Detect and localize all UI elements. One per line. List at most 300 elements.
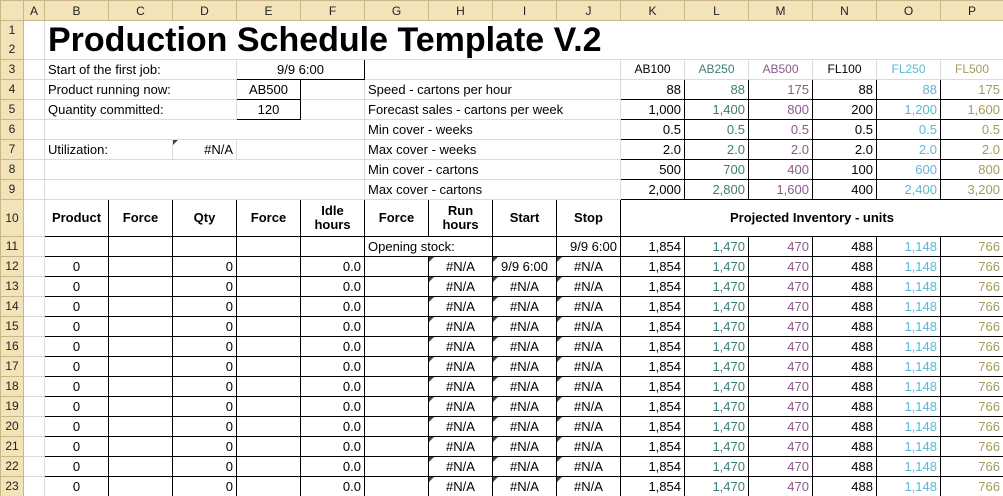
col-header-f[interactable]: F	[301, 1, 365, 21]
cell[interactable]	[493, 237, 557, 257]
param-value[interactable]: 600	[877, 160, 941, 180]
param-value[interactable]: 88	[877, 80, 941, 100]
opening-stock-value[interactable]: 1,470	[685, 237, 749, 257]
param-value[interactable]: 2.0	[813, 140, 877, 160]
inventory-cell[interactable]: 1,470	[685, 377, 749, 397]
start-cell[interactable]: #N/A	[493, 477, 557, 496]
cell[interactable]	[301, 237, 365, 257]
cell[interactable]	[24, 317, 45, 337]
col-header-o[interactable]: O	[877, 1, 941, 21]
product-cell[interactable]: 0	[45, 417, 109, 437]
force-cell[interactable]	[109, 457, 173, 477]
cell[interactable]	[24, 200, 45, 237]
run-hours-cell[interactable]: #N/A	[429, 477, 493, 496]
start-cell[interactable]: 9/9 6:00	[493, 257, 557, 277]
inventory-cell[interactable]: 1,854	[621, 257, 685, 277]
row-header[interactable]: 4	[1, 80, 24, 100]
inventory-cell[interactable]: 1,148	[877, 397, 941, 417]
opening-stock-value[interactable]: 470	[749, 237, 813, 257]
inventory-cell[interactable]: 1,470	[685, 457, 749, 477]
inventory-cell[interactable]: 1,148	[877, 297, 941, 317]
idle-hours-cell[interactable]: 0.0	[301, 337, 365, 357]
param-value[interactable]: 2.0	[621, 140, 685, 160]
inventory-cell[interactable]: 488	[813, 417, 877, 437]
param-value[interactable]: 0.5	[685, 120, 749, 140]
inventory-cell[interactable]: 488	[813, 477, 877, 496]
inventory-cell[interactable]: 766	[941, 277, 1003, 297]
cell[interactable]	[24, 237, 45, 257]
qty-cell[interactable]: 0	[173, 477, 237, 496]
inventory-cell[interactable]: 1,854	[621, 297, 685, 317]
inventory-cell[interactable]: 1,854	[621, 457, 685, 477]
inventory-cell[interactable]: 1,854	[621, 277, 685, 297]
col-header-g[interactable]: G	[365, 1, 429, 21]
force-cell[interactable]	[109, 317, 173, 337]
run-hours-cell[interactable]: #N/A	[429, 317, 493, 337]
select-all-corner[interactable]	[1, 1, 24, 21]
row-header[interactable]: 13	[1, 277, 24, 297]
force-cell[interactable]	[237, 477, 301, 496]
row-header[interactable]: 23	[1, 477, 24, 496]
row-header[interactable]: 7	[1, 140, 24, 160]
qty-cell[interactable]: 0	[173, 277, 237, 297]
opening-stock-value[interactable]: 1,854	[621, 237, 685, 257]
start-cell[interactable]: #N/A	[493, 377, 557, 397]
idle-hours-cell[interactable]: 0.0	[301, 437, 365, 457]
param-value[interactable]: 400	[813, 180, 877, 200]
inventory-cell[interactable]: 1,470	[685, 417, 749, 437]
param-value[interactable]: 1,600	[941, 100, 1003, 120]
row-header[interactable]: 21	[1, 437, 24, 457]
qty-cell[interactable]: 0	[173, 457, 237, 477]
force-cell[interactable]	[237, 457, 301, 477]
col-header-j[interactable]: J	[557, 1, 621, 21]
run-hours-cell[interactable]: #N/A	[429, 357, 493, 377]
param-value[interactable]: 2.0	[685, 140, 749, 160]
stop-cell[interactable]: #N/A	[557, 357, 621, 377]
cell[interactable]	[24, 100, 45, 120]
row-header[interactable]: 15	[1, 317, 24, 337]
param-value[interactable]: 0.5	[941, 120, 1003, 140]
run-hours-cell[interactable]: #N/A	[429, 457, 493, 477]
param-value[interactable]: 1,600	[749, 180, 813, 200]
idle-hours-cell[interactable]: 0.0	[301, 257, 365, 277]
start-cell[interactable]: #N/A	[493, 297, 557, 317]
inventory-cell[interactable]: 470	[749, 297, 813, 317]
force-cell[interactable]	[365, 457, 429, 477]
inventory-cell[interactable]: 766	[941, 317, 1003, 337]
cell[interactable]	[24, 277, 45, 297]
force-cell[interactable]	[237, 437, 301, 457]
stop-cell[interactable]: #N/A	[557, 397, 621, 417]
inventory-cell[interactable]: 470	[749, 417, 813, 437]
idle-hours-cell[interactable]: 0.0	[301, 317, 365, 337]
stop-cell[interactable]: #N/A	[557, 377, 621, 397]
product-cell[interactable]: 0	[45, 317, 109, 337]
run-hours-cell[interactable]: #N/A	[429, 277, 493, 297]
inventory-cell[interactable]: 470	[749, 457, 813, 477]
cell[interactable]	[365, 60, 621, 80]
param-value[interactable]: 0.5	[621, 120, 685, 140]
stop-cell[interactable]: #N/A	[557, 257, 621, 277]
row-header[interactable]: 8	[1, 160, 24, 180]
inventory-cell[interactable]: 1,148	[877, 377, 941, 397]
run-hours-cell[interactable]: #N/A	[429, 397, 493, 417]
force-cell[interactable]	[237, 417, 301, 437]
idle-hours-cell[interactable]: 0.0	[301, 277, 365, 297]
force-cell[interactable]	[365, 397, 429, 417]
param-value[interactable]: 0.5	[877, 120, 941, 140]
qty-cell[interactable]: 0	[173, 337, 237, 357]
force-cell[interactable]	[109, 377, 173, 397]
param-value[interactable]: 200	[813, 100, 877, 120]
param-value[interactable]: 88	[813, 80, 877, 100]
start-cell[interactable]: #N/A	[493, 417, 557, 437]
force-cell[interactable]	[365, 257, 429, 277]
inventory-cell[interactable]: 766	[941, 477, 1003, 496]
inventory-cell[interactable]: 766	[941, 357, 1003, 377]
inventory-cell[interactable]: 1,148	[877, 477, 941, 496]
product-cell[interactable]: 0	[45, 257, 109, 277]
cell[interactable]	[24, 357, 45, 377]
inventory-cell[interactable]: 488	[813, 337, 877, 357]
inventory-cell[interactable]: 488	[813, 277, 877, 297]
force-cell[interactable]	[365, 417, 429, 437]
inventory-cell[interactable]: 470	[749, 357, 813, 377]
param-value[interactable]: 2,000	[621, 180, 685, 200]
run-hours-cell[interactable]: #N/A	[429, 297, 493, 317]
inventory-cell[interactable]: 1,470	[685, 257, 749, 277]
idle-hours-cell[interactable]: 0.0	[301, 397, 365, 417]
inventory-cell[interactable]: 488	[813, 297, 877, 317]
param-value[interactable]: 88	[621, 80, 685, 100]
param-value[interactable]: 2.0	[749, 140, 813, 160]
col-header-l[interactable]: L	[685, 1, 749, 21]
inventory-cell[interactable]: 1,148	[877, 317, 941, 337]
row-header[interactable]: 17	[1, 357, 24, 377]
param-value[interactable]: 2,400	[877, 180, 941, 200]
col-header-i[interactable]: I	[493, 1, 557, 21]
qty-cell[interactable]: 0	[173, 397, 237, 417]
row-header[interactable]: 10	[1, 200, 24, 237]
inventory-cell[interactable]: 1,854	[621, 377, 685, 397]
start-cell[interactable]: #N/A	[493, 317, 557, 337]
force-cell[interactable]	[109, 437, 173, 457]
col-header-m[interactable]: M	[749, 1, 813, 21]
inventory-cell[interactable]: 766	[941, 417, 1003, 437]
cell[interactable]	[24, 120, 45, 140]
param-value[interactable]: 1,000	[621, 100, 685, 120]
cell[interactable]	[24, 297, 45, 317]
row-header[interactable]: 9	[1, 180, 24, 200]
inventory-cell[interactable]: 1,854	[621, 437, 685, 457]
param-value[interactable]: 700	[685, 160, 749, 180]
inventory-cell[interactable]: 488	[813, 257, 877, 277]
row-header[interactable]: 18	[1, 377, 24, 397]
row-header[interactable]: 19	[1, 397, 24, 417]
inventory-cell[interactable]: 1,148	[877, 357, 941, 377]
start-cell[interactable]: #N/A	[493, 277, 557, 297]
product-cell[interactable]: 0	[45, 297, 109, 317]
col-header-n[interactable]: N	[813, 1, 877, 21]
cell[interactable]	[301, 100, 365, 120]
force-cell[interactable]	[237, 277, 301, 297]
stop-cell[interactable]: #N/A	[557, 317, 621, 337]
cell[interactable]	[24, 80, 45, 100]
param-value[interactable]: 400	[749, 160, 813, 180]
param-value[interactable]: 2.0	[941, 140, 1003, 160]
stop-cell[interactable]: #N/A	[557, 457, 621, 477]
stop-cell[interactable]: #N/A	[557, 297, 621, 317]
param-value[interactable]: 0.5	[813, 120, 877, 140]
row-header[interactable]: 3	[1, 60, 24, 80]
col-header-a[interactable]: A	[24, 1, 45, 21]
inventory-cell[interactable]: 470	[749, 257, 813, 277]
cell[interactable]	[24, 337, 45, 357]
inventory-cell[interactable]: 1,854	[621, 397, 685, 417]
force-cell[interactable]	[237, 257, 301, 277]
cell[interactable]	[237, 237, 301, 257]
force-cell[interactable]	[365, 337, 429, 357]
start-cell[interactable]: #N/A	[493, 397, 557, 417]
idle-hours-cell[interactable]: 0.0	[301, 377, 365, 397]
run-hours-cell[interactable]: #N/A	[429, 377, 493, 397]
start-first-job-input[interactable]: 9/9 6:00	[237, 60, 365, 80]
cell[interactable]	[24, 160, 45, 180]
param-value[interactable]: 100	[813, 160, 877, 180]
cell[interactable]	[24, 257, 45, 277]
product-cell[interactable]: 0	[45, 397, 109, 417]
col-header-e[interactable]: E	[237, 1, 301, 21]
col-header-h[interactable]: H	[429, 1, 493, 21]
cell[interactable]	[24, 437, 45, 457]
inventory-cell[interactable]: 766	[941, 397, 1003, 417]
inventory-cell[interactable]: 1,148	[877, 337, 941, 357]
cell[interactable]	[109, 237, 173, 257]
force-cell[interactable]	[109, 477, 173, 496]
idle-hours-cell[interactable]: 0.0	[301, 357, 365, 377]
force-cell[interactable]	[109, 337, 173, 357]
idle-hours-cell[interactable]: 0.0	[301, 297, 365, 317]
param-value[interactable]: 1,400	[685, 100, 749, 120]
opening-stock-value[interactable]: 766	[941, 237, 1003, 257]
force-cell[interactable]	[365, 297, 429, 317]
page-title[interactable]: Production Schedule Template V.2	[45, 21, 1003, 60]
param-value[interactable]: 800	[941, 160, 1003, 180]
start-cell[interactable]: #N/A	[493, 457, 557, 477]
inventory-cell[interactable]: 470	[749, 397, 813, 417]
param-value[interactable]: 2.0	[877, 140, 941, 160]
cell-a1[interactable]	[24, 21, 45, 60]
inventory-cell[interactable]: 1,470	[685, 277, 749, 297]
run-hours-cell[interactable]: #N/A	[429, 437, 493, 457]
col-header-c[interactable]: C	[109, 1, 173, 21]
force-cell[interactable]	[109, 357, 173, 377]
force-cell[interactable]	[365, 277, 429, 297]
inventory-cell[interactable]: 1,470	[685, 297, 749, 317]
inventory-cell[interactable]: 766	[941, 297, 1003, 317]
force-cell[interactable]	[365, 357, 429, 377]
opening-stock-value[interactable]: 1,148	[877, 237, 941, 257]
inventory-cell[interactable]: 488	[813, 377, 877, 397]
run-hours-cell[interactable]: #N/A	[429, 417, 493, 437]
inventory-cell[interactable]: 1,470	[685, 337, 749, 357]
cell[interactable]	[237, 140, 365, 160]
row-header[interactable]: 20	[1, 417, 24, 437]
force-cell[interactable]	[109, 417, 173, 437]
inventory-cell[interactable]: 766	[941, 457, 1003, 477]
stop-cell[interactable]: #N/A	[557, 337, 621, 357]
cell[interactable]	[24, 417, 45, 437]
param-value[interactable]: 88	[685, 80, 749, 100]
inventory-cell[interactable]: 1,148	[877, 417, 941, 437]
product-cell[interactable]: 0	[45, 337, 109, 357]
inventory-cell[interactable]: 470	[749, 477, 813, 496]
param-value[interactable]: 1,200	[877, 100, 941, 120]
inventory-cell[interactable]: 1,148	[877, 257, 941, 277]
cell[interactable]	[24, 60, 45, 80]
start-cell[interactable]: #N/A	[493, 437, 557, 457]
inventory-cell[interactable]: 1,854	[621, 337, 685, 357]
cell[interactable]	[24, 140, 45, 160]
row-header[interactable]: 6	[1, 120, 24, 140]
run-hours-cell[interactable]: #N/A	[429, 337, 493, 357]
row-header[interactable]: 14	[1, 297, 24, 317]
inventory-cell[interactable]: 766	[941, 337, 1003, 357]
opening-stock-value[interactable]: 488	[813, 237, 877, 257]
force-cell[interactable]	[109, 277, 173, 297]
qty-cell[interactable]: 0	[173, 317, 237, 337]
row-header[interactable]: 16	[1, 337, 24, 357]
row-header-1-2[interactable]: 1 2	[1, 21, 24, 60]
force-cell[interactable]	[365, 437, 429, 457]
force-cell[interactable]	[237, 377, 301, 397]
inventory-cell[interactable]: 1,854	[621, 317, 685, 337]
cell[interactable]	[24, 477, 45, 496]
inventory-cell[interactable]: 1,148	[877, 277, 941, 297]
inventory-cell[interactable]: 1,470	[685, 397, 749, 417]
force-cell[interactable]	[237, 297, 301, 317]
inventory-cell[interactable]: 1,470	[685, 477, 749, 496]
inventory-cell[interactable]: 1,854	[621, 477, 685, 496]
inventory-cell[interactable]: 470	[749, 337, 813, 357]
product-cell[interactable]: 0	[45, 457, 109, 477]
inventory-cell[interactable]: 1,148	[877, 457, 941, 477]
inventory-cell[interactable]: 488	[813, 397, 877, 417]
force-cell[interactable]	[237, 337, 301, 357]
product-running-input[interactable]: AB500	[237, 80, 301, 100]
force-cell[interactable]	[365, 477, 429, 496]
cell[interactable]	[45, 237, 109, 257]
stop-cell[interactable]: #N/A	[557, 477, 621, 496]
force-cell[interactable]	[109, 397, 173, 417]
stop-cell[interactable]: #N/A	[557, 277, 621, 297]
quantity-committed-input[interactable]: 120	[237, 100, 301, 120]
param-value[interactable]: 500	[621, 160, 685, 180]
cell[interactable]	[45, 180, 365, 200]
inventory-cell[interactable]: 470	[749, 437, 813, 457]
product-cell[interactable]: 0	[45, 377, 109, 397]
force-cell[interactable]	[237, 317, 301, 337]
row-header[interactable]: 12	[1, 257, 24, 277]
col-header-p[interactable]: P	[941, 1, 1003, 21]
inventory-cell[interactable]: 488	[813, 437, 877, 457]
start-cell[interactable]: #N/A	[493, 357, 557, 377]
col-header-k[interactable]: K	[621, 1, 685, 21]
col-header-b[interactable]: B	[45, 1, 109, 21]
inventory-cell[interactable]: 1,470	[685, 437, 749, 457]
cell[interactable]	[45, 120, 365, 140]
param-value[interactable]: 175	[941, 80, 1003, 100]
qty-cell[interactable]: 0	[173, 257, 237, 277]
force-cell[interactable]	[365, 317, 429, 337]
col-header-d[interactable]: D	[173, 1, 237, 21]
row-header[interactable]: 22	[1, 457, 24, 477]
force-cell[interactable]	[109, 297, 173, 317]
qty-cell[interactable]: 0	[173, 297, 237, 317]
cell[interactable]	[24, 180, 45, 200]
inventory-cell[interactable]: 1,148	[877, 437, 941, 457]
stop-cell[interactable]: #N/A	[557, 437, 621, 457]
inventory-cell[interactable]: 470	[749, 277, 813, 297]
product-cell[interactable]: 0	[45, 357, 109, 377]
inventory-cell[interactable]: 470	[749, 317, 813, 337]
stop-cell[interactable]: #N/A	[557, 417, 621, 437]
inventory-cell[interactable]: 766	[941, 377, 1003, 397]
idle-hours-cell[interactable]: 0.0	[301, 417, 365, 437]
qty-cell[interactable]: 0	[173, 357, 237, 377]
cell[interactable]	[45, 160, 365, 180]
row-header[interactable]: 11	[1, 237, 24, 257]
start-cell[interactable]: #N/A	[493, 337, 557, 357]
param-value[interactable]: 800	[749, 100, 813, 120]
run-hours-cell[interactable]: #N/A	[429, 257, 493, 277]
force-cell[interactable]	[365, 377, 429, 397]
qty-cell[interactable]: 0	[173, 377, 237, 397]
inventory-cell[interactable]: 766	[941, 437, 1003, 457]
product-cell[interactable]: 0	[45, 437, 109, 457]
cell[interactable]	[301, 80, 365, 100]
force-cell[interactable]	[237, 397, 301, 417]
cell[interactable]	[173, 237, 237, 257]
inventory-cell[interactable]: 488	[813, 357, 877, 377]
utilization-value[interactable]: #N/A	[173, 140, 237, 160]
product-cell[interactable]: 0	[45, 277, 109, 297]
inventory-cell[interactable]: 1,470	[685, 357, 749, 377]
inventory-cell[interactable]: 488	[813, 457, 877, 477]
inventory-cell[interactable]: 1,854	[621, 357, 685, 377]
cell[interactable]	[24, 377, 45, 397]
idle-hours-cell[interactable]: 0.0	[301, 457, 365, 477]
force-cell[interactable]	[109, 257, 173, 277]
cell[interactable]	[24, 397, 45, 417]
qty-cell[interactable]: 0	[173, 417, 237, 437]
inventory-cell[interactable]: 1,854	[621, 417, 685, 437]
param-value[interactable]: 2,800	[685, 180, 749, 200]
opening-stock-stop[interactable]: 9/9 6:00	[557, 237, 621, 257]
inventory-cell[interactable]: 488	[813, 317, 877, 337]
idle-hours-cell[interactable]: 0.0	[301, 477, 365, 496]
product-cell[interactable]: 0	[45, 477, 109, 496]
param-value[interactable]: 175	[749, 80, 813, 100]
qty-cell[interactable]: 0	[173, 437, 237, 457]
inventory-cell[interactable]: 766	[941, 257, 1003, 277]
row-header[interactable]: 5	[1, 100, 24, 120]
param-value[interactable]: 3,200	[941, 180, 1003, 200]
param-value[interactable]: 0.5	[749, 120, 813, 140]
force-cell[interactable]	[237, 357, 301, 377]
cell[interactable]	[24, 457, 45, 477]
